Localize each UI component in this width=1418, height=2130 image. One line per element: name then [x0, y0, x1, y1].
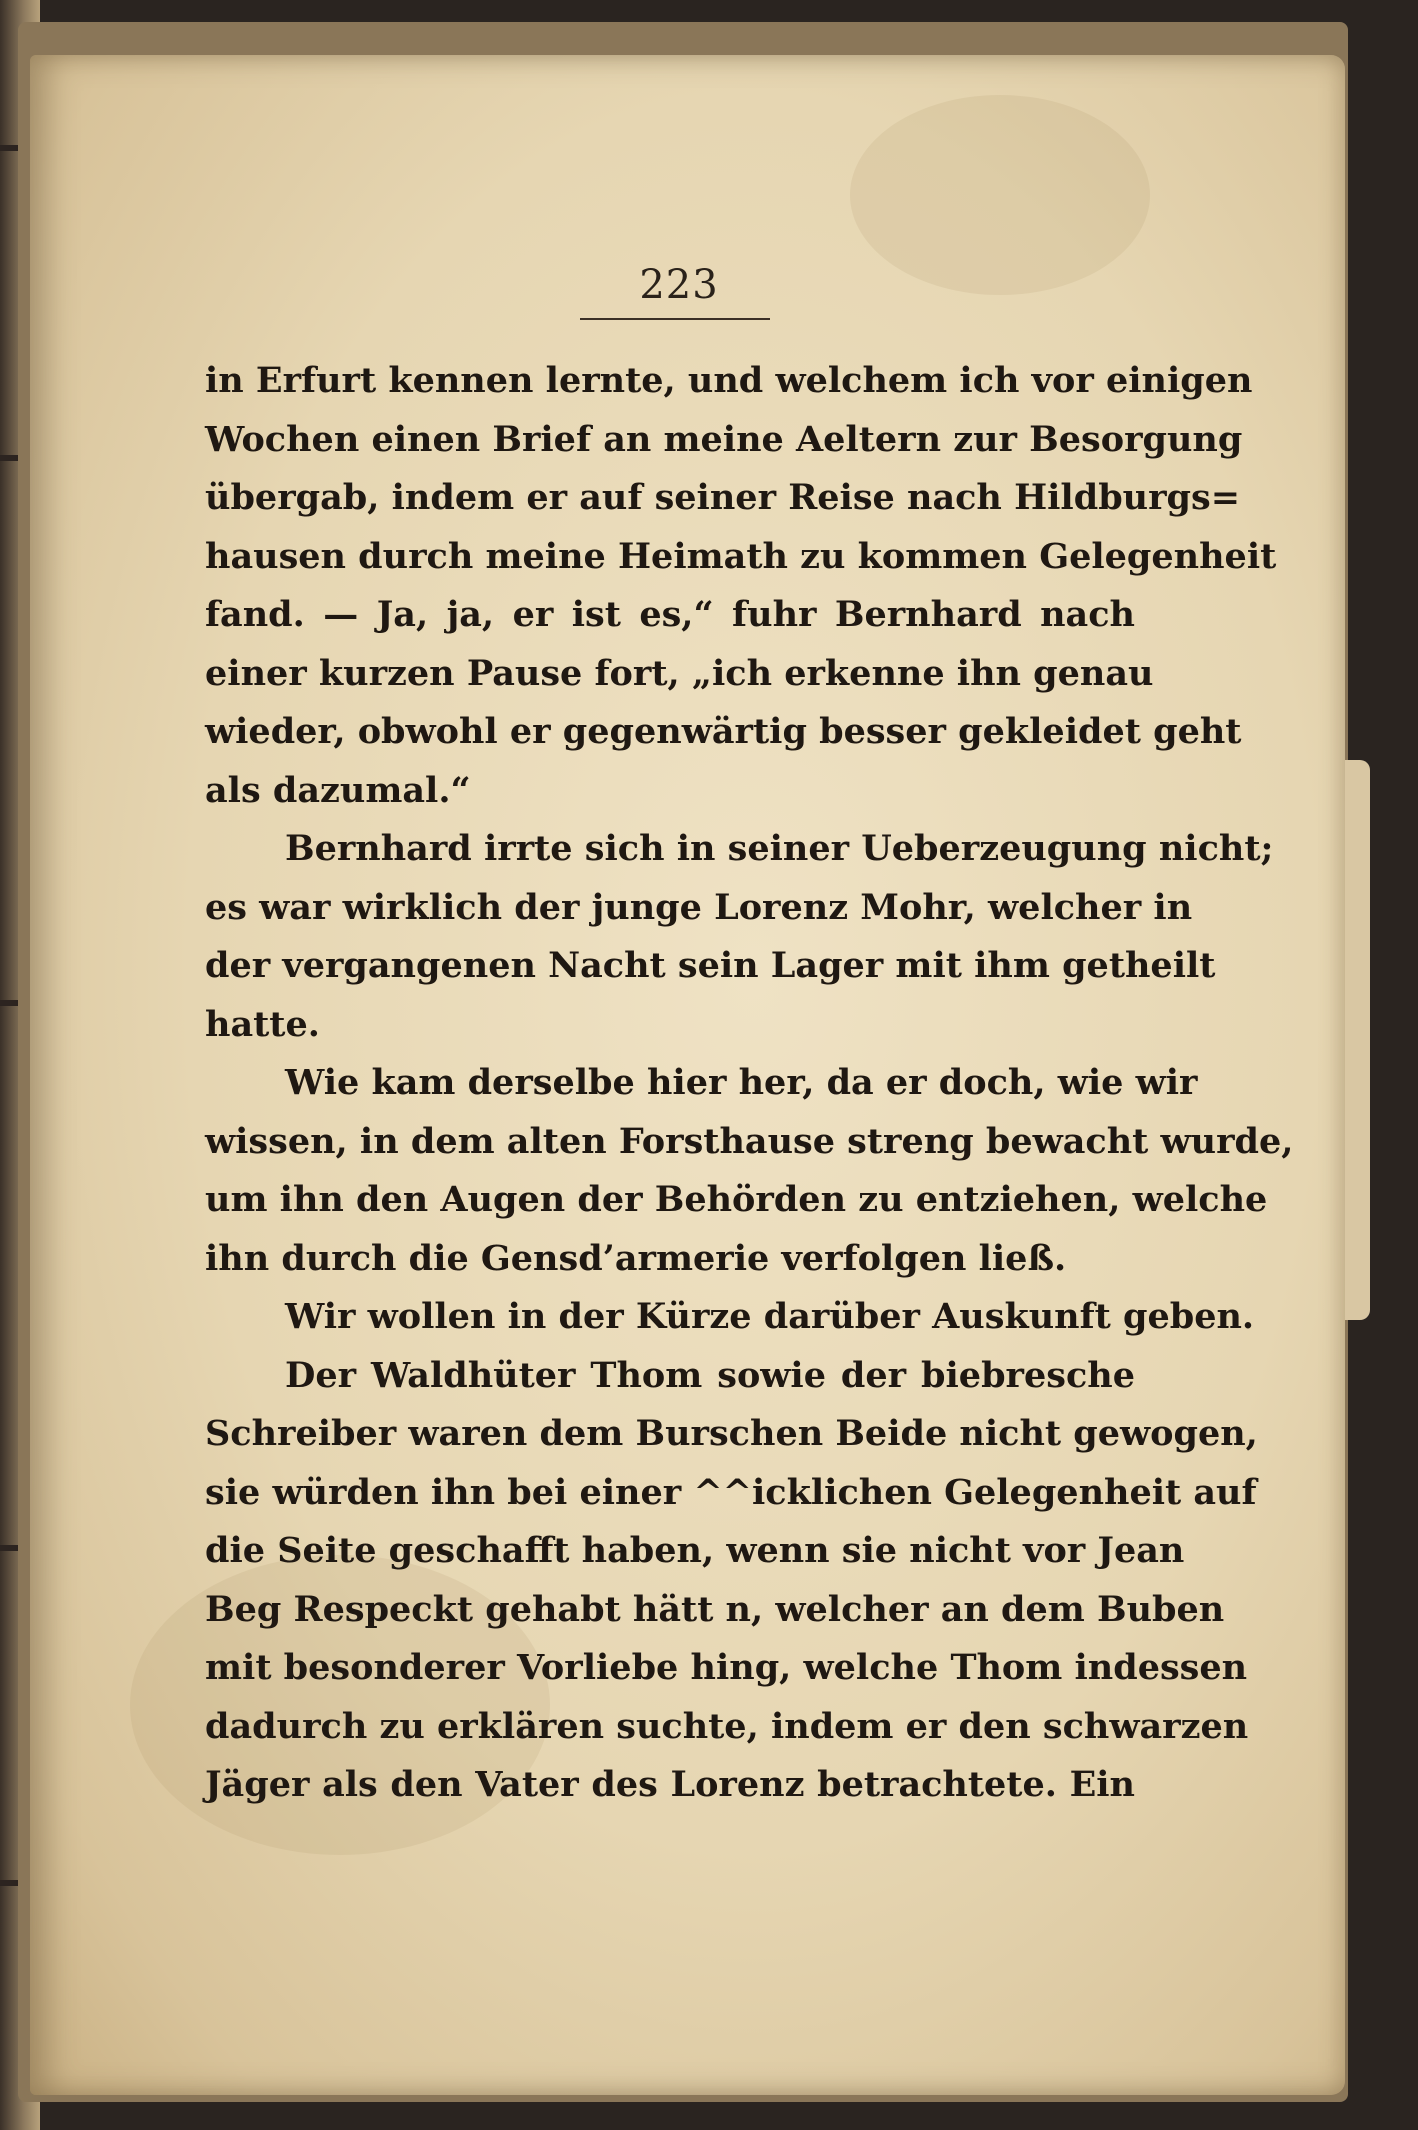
text-line: übergab, indem er auf seiner Reise nach Hildburgs= [205, 477, 1241, 518]
text-line: der vergangenen Nacht sein Lager mit ihm getheilt [205, 945, 1216, 986]
text-line: um ihn den Augen der Behörden zu entziehen, welche [205, 1179, 1268, 1220]
text-line: hausen durch meine Heimath zu kommen Gelegenheit [205, 535, 1277, 577]
text-line: dadurch zu erklären suchte, indem er den schwarzen [205, 1705, 1249, 1747]
text-line: als dazumal.“ [205, 769, 471, 811]
page-number-text: 223 [639, 262, 719, 308]
text-line: wieder, obwohl er gegenwärtig besser gekleidet geht [205, 711, 1242, 752]
text-line: wissen, in dem alten Forsthause streng bewacht wurde, [205, 1120, 1294, 1162]
text-line: fand. — Ja, ja, er ist es,“ fuhr Bernhard nach [205, 594, 1135, 635]
text-line: Wochen einen Brief an meine Aeltern zur Besorgung [205, 418, 1243, 460]
text-line: die Seite geschafft haben, wenn sie nicht vor Jean [205, 1530, 1185, 1571]
text-line: Schreiber waren dem Burschen Beide nicht gewogen, [205, 1413, 1258, 1454]
text-line: Jäger als den Vater des Lorenz betrachtete. Ein [205, 1764, 1135, 1805]
body-text [205, 352, 1294, 1815]
text-line: Wie kam derselbe hier her, da er doch, wie wir [285, 1062, 1198, 1103]
text-line: in Erfurt kennen lernte, und welchem ich vor einigen [205, 360, 1253, 401]
text-line: Wir wollen in der Kürze darüber Auskunft geben. [285, 1296, 1255, 1337]
header-rule [580, 318, 770, 320]
text-line: ihn durch die Gensd’armerie verfolgen ließ. [205, 1237, 1067, 1279]
text-line: Der Waldhüter Thom sowie der biebresche [285, 1354, 1135, 1396]
text-line: Bernhard irrte sich in seiner Ueberzeugung nicht; [285, 828, 1274, 869]
text-line: es war wirklich der junge Lorenz Mohr, welcher in [205, 886, 1193, 928]
text-line: Beg Respeckt gehabt hätt n, welcher an dem Buben [205, 1588, 1225, 1630]
text-line: mit besonderer Vorliebe hing, welche Thom indessen [205, 1647, 1248, 1688]
page-number [0, 262, 1418, 308]
text-line: einer kurzen Pause fort, „ich erkenne ihn genau [205, 652, 1154, 694]
text-line: sie würden ihn bei einer ^^icklichen Gelegenheit auf [205, 1471, 1257, 1513]
text-line: hatte. [205, 1003, 320, 1045]
